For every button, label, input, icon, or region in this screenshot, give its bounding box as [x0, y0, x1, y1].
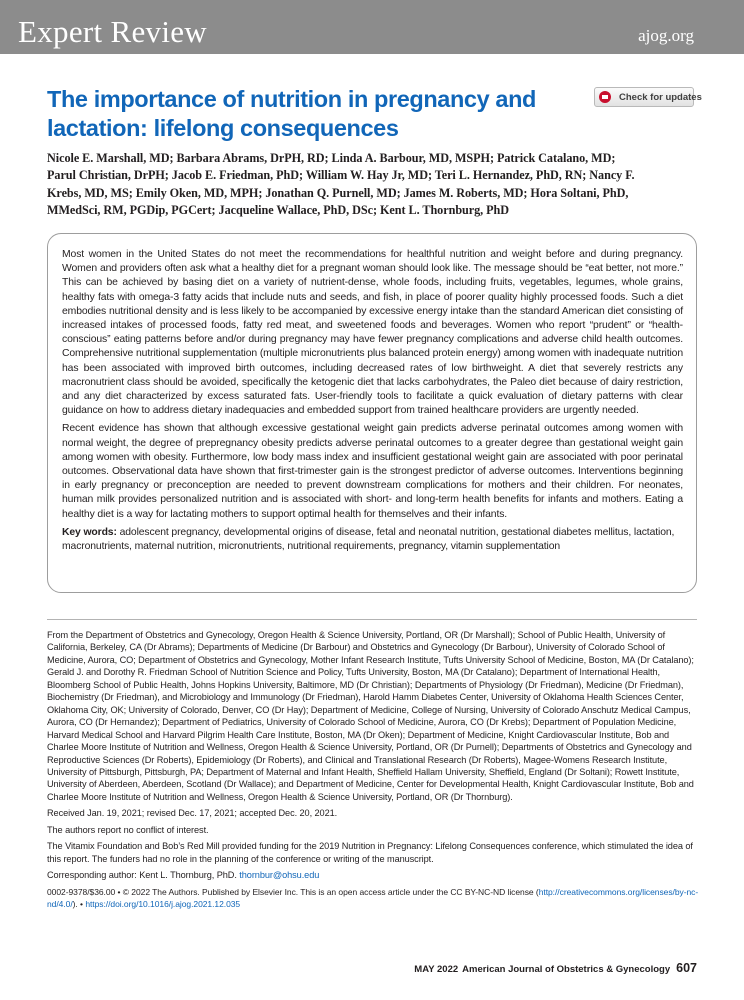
received-dates: Received Jan. 19, 2021; revised Dec. 17, 2021; accepted Dec. 20, 2021. — [47, 808, 338, 819]
issue-date: MAY 2022 — [414, 964, 459, 975]
issn-text: 0002-9378/$36.00 • © 2022 The Authors. Published by Elsevier Inc. This is an open access article under the CC BY-NC-ND license ( — [47, 886, 539, 897]
license-link[interactable]: http://creativecommons.org/licenses/by-nc-nd/4.0/ — [47, 886, 699, 910]
abstract-box — [47, 233, 697, 593]
front-matter — [47, 629, 699, 910]
issn-close: ). • — [72, 899, 83, 910]
section-label: Expert Review — [18, 14, 207, 49]
corresponding-email-link[interactable]: thornbur@ohsu.edu — [239, 870, 320, 881]
funding-statement: The Vitamix Foundation and Bob’s Red Mill provided funding for the 2019 Nutrition in Pregnancy: Lifelong Consequences conference, which stimulated the idea of this report. The funders had no role in the planning of the conference or writing of the manuscript. — [47, 841, 693, 864]
corresponding-author — [47, 869, 699, 881]
check-updates-label: Check for updates — [619, 91, 702, 103]
author-list: Nicole E. Marshall, MD; Barbara Abrams, DrPH, RD; Linda A. Barbour, MD, MSPH; Patrick Catalano, MD; Parul Christian, DrPH; Jacob E. Friedman, PhD; William W. Hay Jr, MD; Teri L. Hernandez, PhD, RN; Nancy F. Krebs, MD, MS; Emily Oken, MD, MPH; Jonathan Q. Purnell, MD; James M. Roberts, MD; Hora Soltani, PhD, MMedSci, RM, PGDip, PGCert; Jacqueline Wallace, PhD, DSc; Kent L. Thornburg, PhD — [47, 151, 635, 217]
abstract-paragraph-2: Recent evidence has shown that although excessive gestational weight gain predicts adverse perinatal outcomes among women with normal weight, the degree of prepregnancy obesity predicts adverse perinatal outcomes to a greater degree than gestational weight gain among women with obesity. Furthermore, low body mass index and insufficient gestational weight gain are associated with poor perinatal outcomes. Observational data have shown that first-trimester gain is the strongest predictor of adverse outcomes. Interventions beginning in early pregnancy or preconception are needed to prevent downstream complications for mothers and their children. For neonates, human milk provides personalized nutrition and is associated with short- and long-term health benefits for infants and mothers. Eating a healthy diet is a way for lactating mothers to support optimal health for themselves and their infants. — [62, 423, 683, 520]
check-updates-button[interactable] — [594, 87, 702, 107]
page-number: 607 — [676, 961, 697, 975]
journal-site-link[interactable]: ajog.org — [638, 26, 694, 45]
issn-license — [47, 886, 699, 911]
check-updates-icon — [599, 91, 611, 103]
doi-link[interactable]: https://doi.org/10.1016/j.ajog.2021.12.035 — [85, 899, 241, 910]
abstract-paragraph-1: Most women in the United States do not meet the recommendations for healthful nutrition and weight before and during pregnancy. Women and providers often ask what a healthy diet for a pregnant woman should look like. The message should be “eat better, not more.” This can be achieved by basing diet on a variety of nutrient-dense, whole foods, including fruits, vegetables, legumes, whole grains, healthy fats with omega-3 fatty acids that include nuts and seeds, and fish, in place of poorer quality highly processed foods. Such a diet embodies nutritional density and is less likely to be accompanied by excessive energy intake than the standard American diet consisting of increased intakes of processed foods, fatty red meat, and sweetened foods and beverages. Women who report “prudent” or “health-conscious” eating patterns before and/or during pregnancy may have fewer pregnancy complications and adverse child health outcomes. Comprehensive nutritional supplementation (multiple micronutrients plus balanced protein energy) among women with inadequate nutrition has been associated with improved birth outcomes, including decreased rates of low birthweight. A diet that severely restricts any macronutrient class should be avoided, specifically the ketogenic diet that lacks carbohydrates, the Paleo diet because of dairy restriction, and any diet characterized by excess saturated fats. User-friendly tools to facilitate a quick evaluation of dietary patterns with clear guidance on how to address dietary inadequacies and embedded support from trained healthcare providers are urgently needed. — [62, 249, 683, 417]
corresponding-author-name: Corresponding author: Kent L. Thornburg, PhD. — [47, 870, 237, 881]
divider — [47, 619, 697, 620]
affiliations: From the Department of Obstetrics and Gynecology, Oregon Health & Science University, Portland, OR (Dr Marshall); School of Public Health, University of California, Berkeley, CA (Dr Abrams); Departments of Medicine (Dr Barbour) and Obstetrics and Gynecology (Dr Barbour), University of Colorado School of Medicine, Aurora, CO; Department of Obstetrics and Gynecology, Mother Infant Research Institute, Tufts University School of Medicine, Boston, MA (Dr Catalano); Gerald J. and Dorothy R. Friedman School of Nutrition Science and Policy, Tufts University, Boston, MA (Dr Catalano); Department of International Health, Bloomberg School of Public Health, Johns Hopkins University, Baltimore, MD (Dr Christian); Departments of Physiology (Dr Friedman), Medicine (Dr Friedman), Biochemistry (Dr Friedman), and Microbiology and Immunology (Dr Friedman), Harold Hamm Diabetes Center, University of Oklahoma Health Sciences Center, Oklahoma City, OK; University of Colorado, Denver, CO (Dr Hay); Department of Medicine, College of Nursing, University of Colorado Anschutz Medical Campus, Aurora, CO (Dr Hernandez); Department of Pediatrics, University of Colorado School of Medicine, Aurora, CO (Dr Krebs); Department of Population Medicine, Harvard Medical School and Harvard Pilgrim Health Care Institute, Boston, MA (Dr Oken); Department of Medicine, Knight Cardiovascular Institute, Bob and Charlee Moore Institute of Nutrition and Wellness, Oregon Health & Science University, Portland, OR (Dr Purnell); Departments of Obstetrics and Gynecology and Reproductive Sciences (Dr Roberts), Epidemiology (Dr Roberts), and Clinical and Translational Research (Dr Roberts), Magee-Womens Research Institute, University of Pittsburgh, Pittsburgh, PA; Department of Maternal and Infant Health, Sheffield Hallam University, Sheffield, England (Dr Soltani); Rowett Institute, University of Aberdeen, Aberdeen, Scotland (Dr Wallace); and Department of Medicine, Center for Developmental Health, Knight Cardiovascular Institute, Bob and Charlee Moore Institute of Nutrition and Wellness, Oregon Health & Science University, Portland, OR (Dr Thornburg). — [47, 630, 694, 802]
keywords-label: Key words: — [62, 526, 117, 538]
article-title: The importance of nutrition in pregnancy and lactation: lifelong consequences — [47, 86, 536, 141]
journal-name: American Journal of Obstetrics & Gynecology — [462, 964, 671, 975]
keywords-list: adolescent pregnancy, developmental origins of disease, fetal and neonatal nutrition, gestational diabetes mellitus, lactation, macronutrients, maternal nutrition, micronutrients, nutritional requirements, pregnancy, vitamin supplementation — [62, 526, 675, 553]
page-footer — [414, 961, 697, 975]
section-banner — [0, 0, 744, 54]
conflict-statement: The authors report no conflict of interest. — [47, 824, 209, 835]
keywords — [62, 526, 683, 554]
